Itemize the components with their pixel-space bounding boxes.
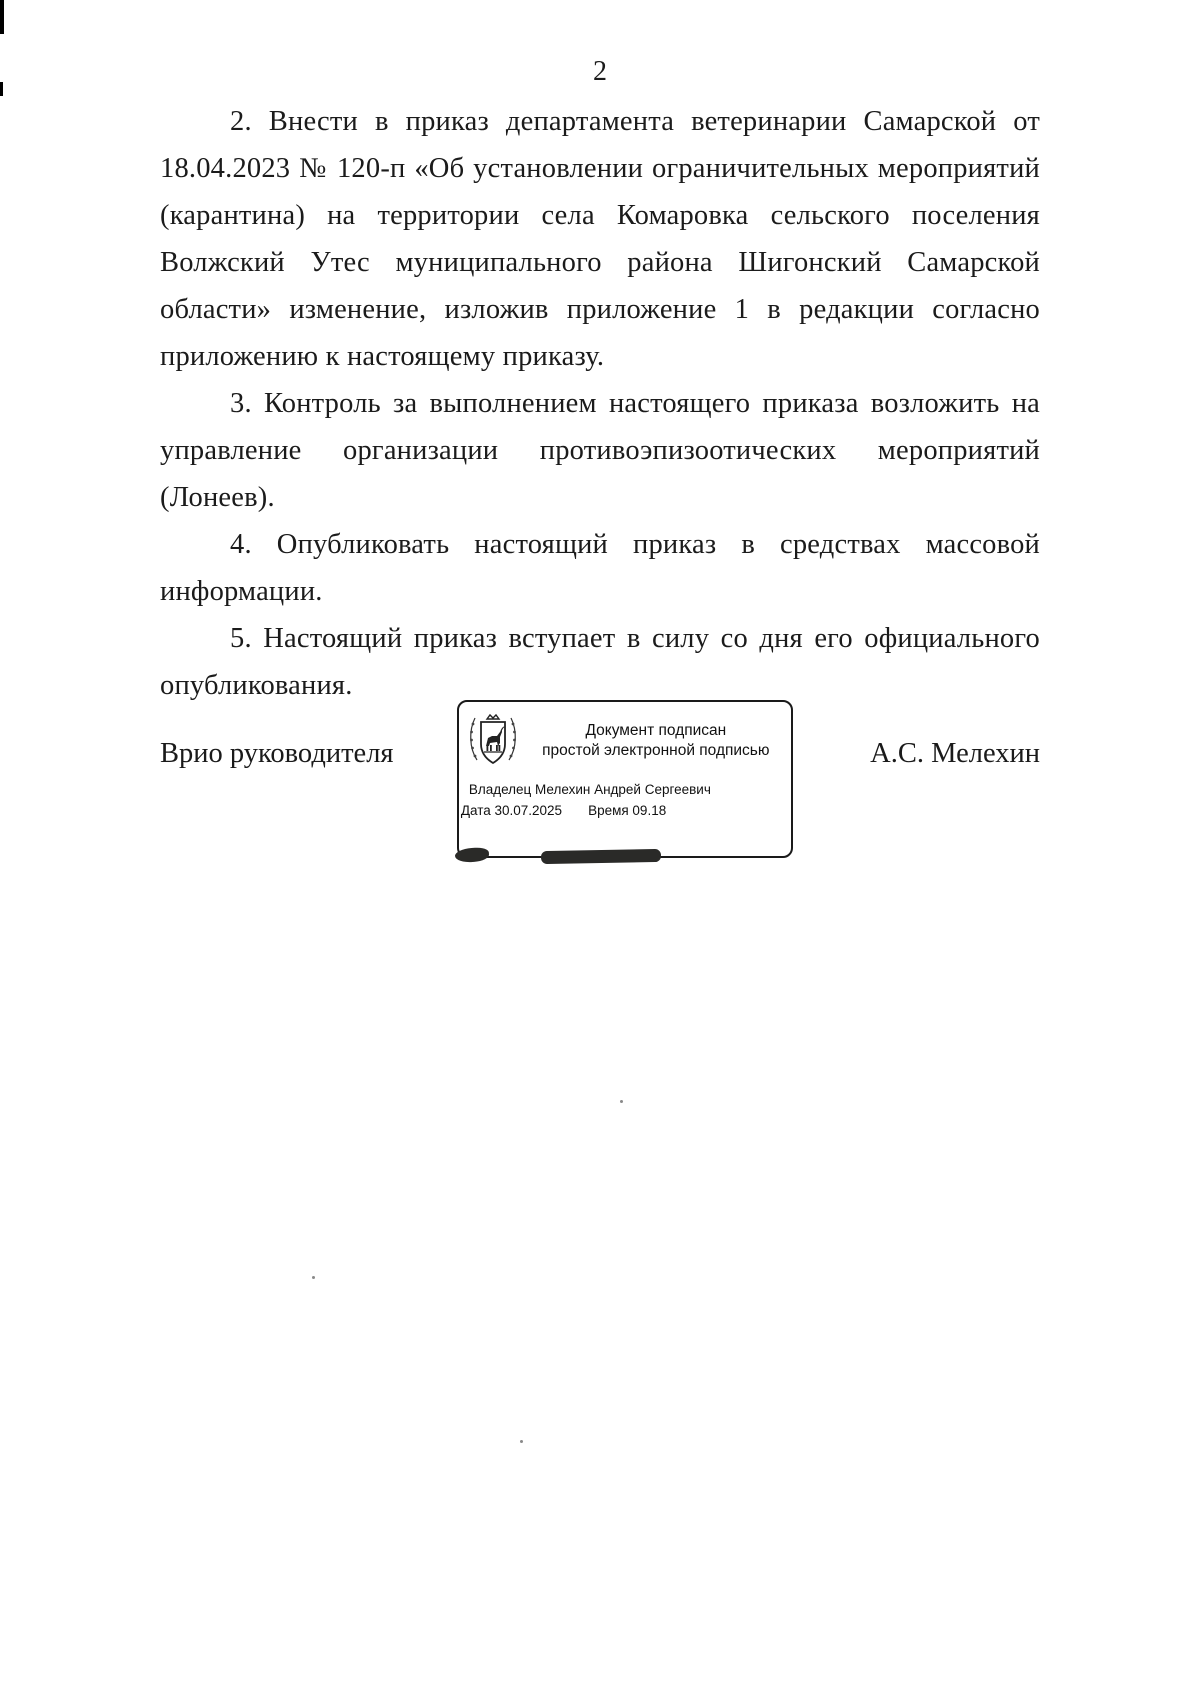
coat-of-arms-icon bbox=[467, 712, 519, 770]
signer-position-title: Врио руководителя bbox=[160, 738, 394, 769]
paragraph-5: 5. Настоящий приказ вступает в силу со дня его официального опубликования. bbox=[160, 623, 1040, 701]
paragraph-4: 4. Опубликовать настоящий приказ в средствах массовой информации. bbox=[160, 529, 1040, 607]
stamp-datetime bbox=[461, 803, 783, 818]
page-number: 2 bbox=[593, 56, 607, 87]
scan-speck bbox=[620, 1100, 623, 1103]
paragraph-2: 2. Внести в приказ департамента ветеринарии Самарской от 18.04.2023 № 120-п «Об установлении ограничительных мероприятий (карантина) на территории села Комаровка сельского поселения Волжский Утес муниципального района Шигонский Самарской области» изменение, изложив приложение 1 в редакции согласно приложению к настоящему приказу. bbox=[160, 106, 1040, 372]
stamp-ink-blot bbox=[454, 847, 489, 863]
document-body bbox=[160, 98, 1040, 709]
stamp-title-line2: простой электронной подписью bbox=[542, 742, 770, 759]
stamp-header bbox=[467, 712, 783, 770]
stamp-ink-blot bbox=[541, 849, 661, 864]
stamp-title bbox=[529, 721, 783, 761]
signer-name: А.С. Мелехин bbox=[870, 738, 1040, 769]
scan-artifact bbox=[0, 0, 4, 34]
stamp-title-line1: Документ подписан bbox=[585, 722, 727, 739]
stamp-date: Дата 30.07.2025 bbox=[460, 803, 563, 818]
scan-speck bbox=[312, 1276, 315, 1279]
scan-speck bbox=[520, 1440, 523, 1443]
electronic-signature-stamp bbox=[457, 700, 793, 858]
signature-block bbox=[160, 700, 1040, 858]
stamp-owner: Владелец Мелехин Андрей Сергеевич bbox=[468, 782, 711, 797]
paragraph-3: 3. Контроль за выполнением настоящего приказа возложить на управление организации противоэпизоотических мероприятий (Лонеев). bbox=[160, 388, 1040, 513]
stamp-time: Время 09.18 bbox=[588, 803, 667, 818]
